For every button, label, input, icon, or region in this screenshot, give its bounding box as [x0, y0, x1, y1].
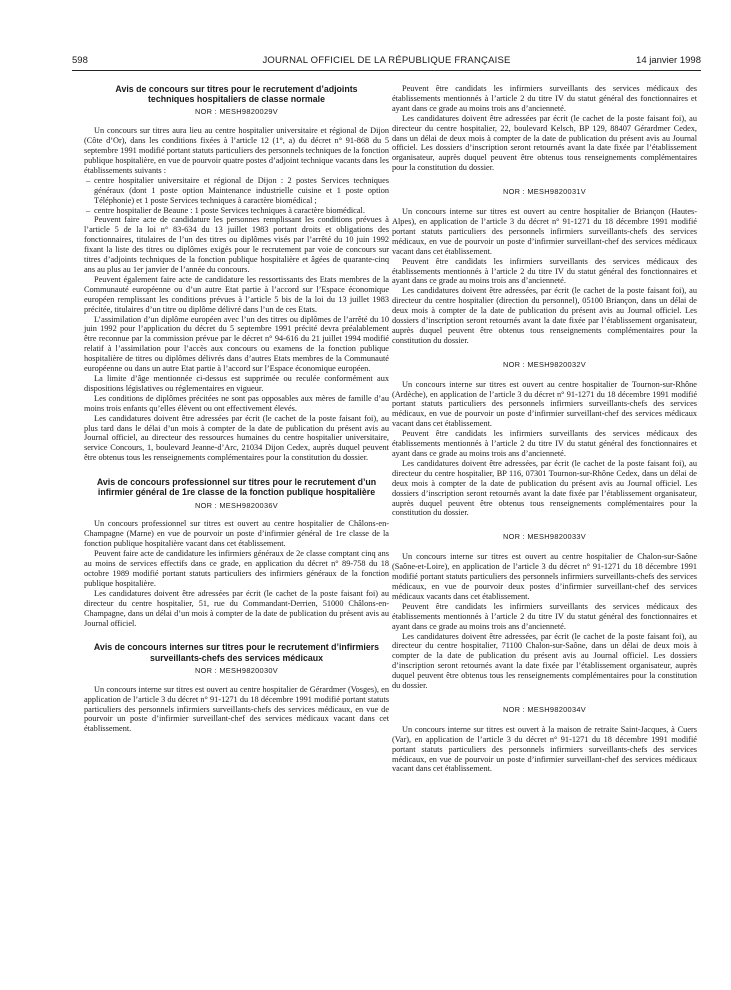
- nor-reference: NOR : MESH9820030V: [194, 665, 279, 675]
- paragraph: Un concours professionnel sur titres est ouvert au centre hospitalier de Châlons-en-Champagne (Marne) en vue de pourvoir un poste d’infirmier général de 1re classe de la fonction publique hospitalière vacant dans cet établissement.: [84, 519, 389, 549]
- paragraph: Les conditions de diplômes précitées ne sont pas opposables aux mères de famille d’au moins trois enfants qu’elles élèvent ou ont effectivement élevés.: [84, 393, 389, 413]
- paragraph: Un concours interne sur titres est ouvert au centre hospitalier de Gérardmer (Vosges), en application de l’article 3 du décret n° 91-1271 du 18 décembre 1991 modifié portant statuts particuliers des personnels infirmiers surveillants-chefs des services médicaux, en vue de pourvoir un poste d’infirmier surveillant-chef des services médicaux vacant dans cet établissement.: [84, 684, 389, 734]
- notice-title: Avis de concours internes sur titres pour le recrutement d’infirmiers surveillants-chefs des services médicaux: [93, 642, 380, 663]
- notice-briancon: [392, 187, 697, 346]
- paragraph: Les candidatures doivent être adressées par écrit (le cachet de la poste faisant foi), au directeur du centre hospitalier, 22, boulevard Kelsch, BP 129, 88407 Gérardmer Cedex, dans un délai de deux mois à compter de la date de publication du présent avis au Journal officiel. Les dossiers d’inscription seront retournés avant la date fixée par l’établissement organisateur, auprès duquel peuvent être obtenus tous renseignements complémentaires pour la constitution du dossier.: [392, 113, 697, 173]
- issue-date: 14 janvier 1998: [636, 55, 701, 66]
- right-column: [392, 84, 697, 774]
- nor-reference: NOR : MESH9820031V: [502, 187, 587, 197]
- list-item: – centre hospitalier universitaire et régional de Dijon : 2 postes Services techniques généraux (dont 1 poste option Maintenance industrielle cuisine et 1 poste option Téléphonie) et 1 poste Services techniques à caractère biomédical ;: [94, 176, 389, 206]
- left-column: [84, 84, 389, 734]
- notice-adjoints-techniques: [84, 84, 389, 463]
- header-rule: [72, 70, 701, 71]
- paragraph: Peuvent faire acte de candidature les personnes remplissant les conditions prévues à l’article 5 de la loi n° 83-634 du 13 juillet 1983 portant droits et obligations des fonctionnaires, titulaires de l’un des titres ou diplômes visés par l’arrêté du 10 juin 1992 fixant la liste des titres ou diplômes exigés pour le recrutement par voie de concours sur titres d’adjoints techniques de la fonction publique hospitalière et âgées de quarante-cinq ans au plus au 1er janvier de l’année du concours.: [84, 215, 389, 274]
- notice-gerardmer-cont: [392, 84, 697, 173]
- paragraph: Les candidatures doivent être adressées par écrit (le cachet de la poste faisant foi), au plus tard dans le délai d’un mois à compter de la date de publication du présent avis au Journal officiel, au directeur des ressources humaines du centre hospitalier universitaire, service Concours, 1, boulevard Jeanne-d’Arc, 21034 Dijon Cedex, auprès duquel peuvent être obtenus tous les renseignements complémentaires pour la constitution du dossier.: [84, 413, 389, 463]
- paragraph: Un concours interne sur titres est ouvert au centre hospitalier de Briançon (Hautes-Alpes), en application de l’article 3 du décret n° 91-1271 du 18 décembre 1991 modifié portant statuts particuliers des personnels infirmiers surveillants-chefs des services médicaux, en vue de pourvoir un poste d’infirmier surveillant-chef des services médicaux vacant dans cet établissement.: [392, 207, 697, 256]
- nor-reference: NOR : MESH9820036V: [194, 500, 279, 510]
- page-header: [72, 55, 701, 69]
- paragraph: Les candidatures doivent être adressées, par écrit (le cachet de la poste faisant foi), au directeur du centre hospitalier, 71100 Chalon-sur-Saône, dans un délai de deux mois à compter de la date de publication du présent avis au Journal officiel. Les dossiers d’inscription seront retournés avant la date fixée par l’établissement organisateur, auprès duquel peuvent être obtenus tous les renseignements complémentaires pour la constitution du dossier.: [392, 631, 697, 691]
- paragraph: Peuvent être candidats les infirmiers surveillants des services médicaux des établissements mentionnés à l’article 2 du titre IV du statut général des fonctionnaires et ayant dans ce grade au moins trois ans d’ancienneté.: [392, 429, 697, 458]
- paragraph: Les candidatures doivent être adressées, par écrit (le cachet de la poste faisant foi), au directeur du centre hospitalier (direction du personnel), 05100 Briançon, dans un délai de deux mois à compter de la date de publication du présent avis au Journal officiel. Les dossiers d’inscription seront retournés avant la date fixée par l’établissement organisateur, auprès duquel peuvent être obtenus tous renseignements complémentaires pour la constitution du dossier.: [392, 286, 697, 345]
- paragraph: La limite d’âge mentionnée ci-dessus est supprimée ou reculée conformément aux dispositions législatives ou réglementaires en vigueur.: [84, 373, 389, 393]
- notice-title: Avis de concours sur titres pour le recrutement d’adjoints techniques hospitaliers de classe normale: [115, 84, 358, 105]
- nor-reference: NOR : MESH9820034V: [502, 704, 587, 714]
- notice-surveillants-chefs: [84, 642, 389, 734]
- paragraph: Peuvent faire acte de candidature les infirmiers généraux de 2e classe comptant cinq ans au moins de services effectifs dans ce grade, en application du décret n° 89-758 du 18 octobre 1989 modifié portant statuts particuliers des infirmiers généraux de la fonction publique hospitalière.: [84, 549, 389, 588]
- paragraph: Un concours interne sur titres est ouvert au centre hospitalier de Chalon-sur-Saône (Saône-et-Loire), en application de l’article 3 du décret n° 91-1271 du 18 décembre 1991 modifié portant statuts particuliers des personnels infirmiers surveillants-chefs des services médicaux, en vue de pourvoir deux postes d’infirmier surveillant-chef des services médicaux vacants dans cet établissement.: [392, 552, 697, 601]
- paragraph: Les candidatures doivent être adressées par écrit (le cachet de la poste faisant foi) au directeur du centre hospitalier, 51, rue du Commandant-Derrien, 51000 Châlons-en-Champagne, dans un délai d’un mois à compter de la date de publication du présent avis au Journal officiel.: [84, 588, 389, 628]
- list-item: – centre hospitalier de Beaune : 1 poste Services techniques à caractère biomédical.: [94, 206, 389, 216]
- nor-reference: NOR : MESH9820032V: [502, 359, 587, 369]
- notice-title: Avis de concours professionnel sur titres pour le recrutement d’un infirmier général de 1re classe de la fonction publique hospitalière: [96, 477, 377, 498]
- journal-title: JOURNAL OFFICIEL DE LA RÉPUBLIQUE FRANÇAISE: [262, 55, 511, 66]
- establishment-list: [84, 176, 389, 216]
- page-number: 598: [72, 55, 88, 66]
- notice-chalon: [392, 532, 697, 691]
- notice-infirmier-general: [84, 477, 389, 628]
- paragraph: Les candidatures doivent être adressées, par écrit (le cachet de la poste faisant foi), au directeur du centre hospitalier, BP 116, 07301 Tournon-sur-Rhône Cedex, dans un délai de deux mois à compter de la date de publication du présent avis au Journal officiel. Les dossiers d’inscription seront retournés avant la date fixée par l’établissement organisateur, auprès duquel peuvent être obtenus tous renseignements complémentaires pour la constitution du dossier.: [392, 458, 697, 518]
- paragraph: Un concours interne sur titres est ouvert au centre hospitalier de Tournon-sur-Rhône (Ardèche), en application de l’article 3 du décret n° 91-1271 du 18 décembre 1991 modifié portant statuts particuliers des personnels infirmiers surveillants-chefs des services médicaux, en vue de pourvoir un poste d’infirmier surveillant-chef des services médicaux vacant dans cet établissement.: [392, 379, 697, 429]
- paragraph: Peuvent également faire acte de candidature les ressortissants des Etats membres de la Communauté européenne ou d’un autre Etat partie à l’accord sur l’Espace économique européen remplissant les conditions prévues à l’article 5 bis de la loi du 13 juillet 1983 précitée, titulaires d’un titre ou diplôme délivré dans l’un de ces Etats.: [84, 274, 389, 314]
- paragraph: Peuvent être candidats les infirmiers surveillants des services médicaux des établissements mentionnés à l’article 2 du titre IV du statut général des fonctionnaires et ayant dans ce grade au moins trois ans d’ancienneté.: [392, 601, 697, 631]
- paragraph: Un concours sur titres aura lieu au centre hospitalier universitaire et régional de Dijon (Côte d’Or), dans les conditions fixées à l’article 12 (1°, a) du décret n° 91-868 du 5 septembre 1991 modifié portant statuts particuliers des personnels techniques de la fonction publique hospitalière, en vue de pourvoir quatre postes d’adjoint technique vacants dans les établissements suivants :: [84, 126, 389, 175]
- nor-reference: NOR : MESH9820033V: [502, 532, 587, 542]
- notice-cuers: [392, 705, 697, 774]
- paragraph: Peuvent être candidats les infirmiers surveillants des services médicaux des établissements mentionnés à l’article 2 du titre IV du statut général des fonctionnaires et ayant dans ce grade au moins trois ans d’ancienneté.: [392, 256, 697, 286]
- paragraph: Un concours interne sur titres est ouvert à la maison de retraite Saint-Jacques, à Cuers (Var), en application de l’article 3 du décret n° 91-1271 du 18 décembre 1991 modifié portant statuts particuliers des personnels infirmiers surveillants-chefs des services médicaux, en vue de pourvoir un poste d’infirmier surveillant-chef des services médicaux vacant dans cet établissement.: [392, 724, 697, 774]
- notice-tournon: [392, 360, 697, 519]
- nor-reference: NOR : MESH9820029V: [194, 107, 279, 117]
- paragraph: Peuvent être candidats les infirmiers surveillants des services médicaux des établissements mentionnés à l’article 2 du titre IV du statut général des fonctionnaires et ayant dans ce grade au moins trois ans d’ancienneté.: [392, 84, 697, 113]
- paragraph: L’assimilation d’un diplôme européen avec l’un des titres ou diplômes de l’arrêté du 10 juin 1992 pour l’application du décret du 5 septembre 1991 précité devra préalablement être reconnue par la commission prévue par le décret n° 94-616 du 21 juillet 1994 modifié relatif à l’assimilation pour l’accès aux concours ou examens de la fonction publique hospitalière de titres ou diplômes délivrés dans d’autres Etats membres de la Communauté européenne ou dans un autre Etat partie à l’accord sur l’Espace économique européen.: [84, 314, 389, 374]
